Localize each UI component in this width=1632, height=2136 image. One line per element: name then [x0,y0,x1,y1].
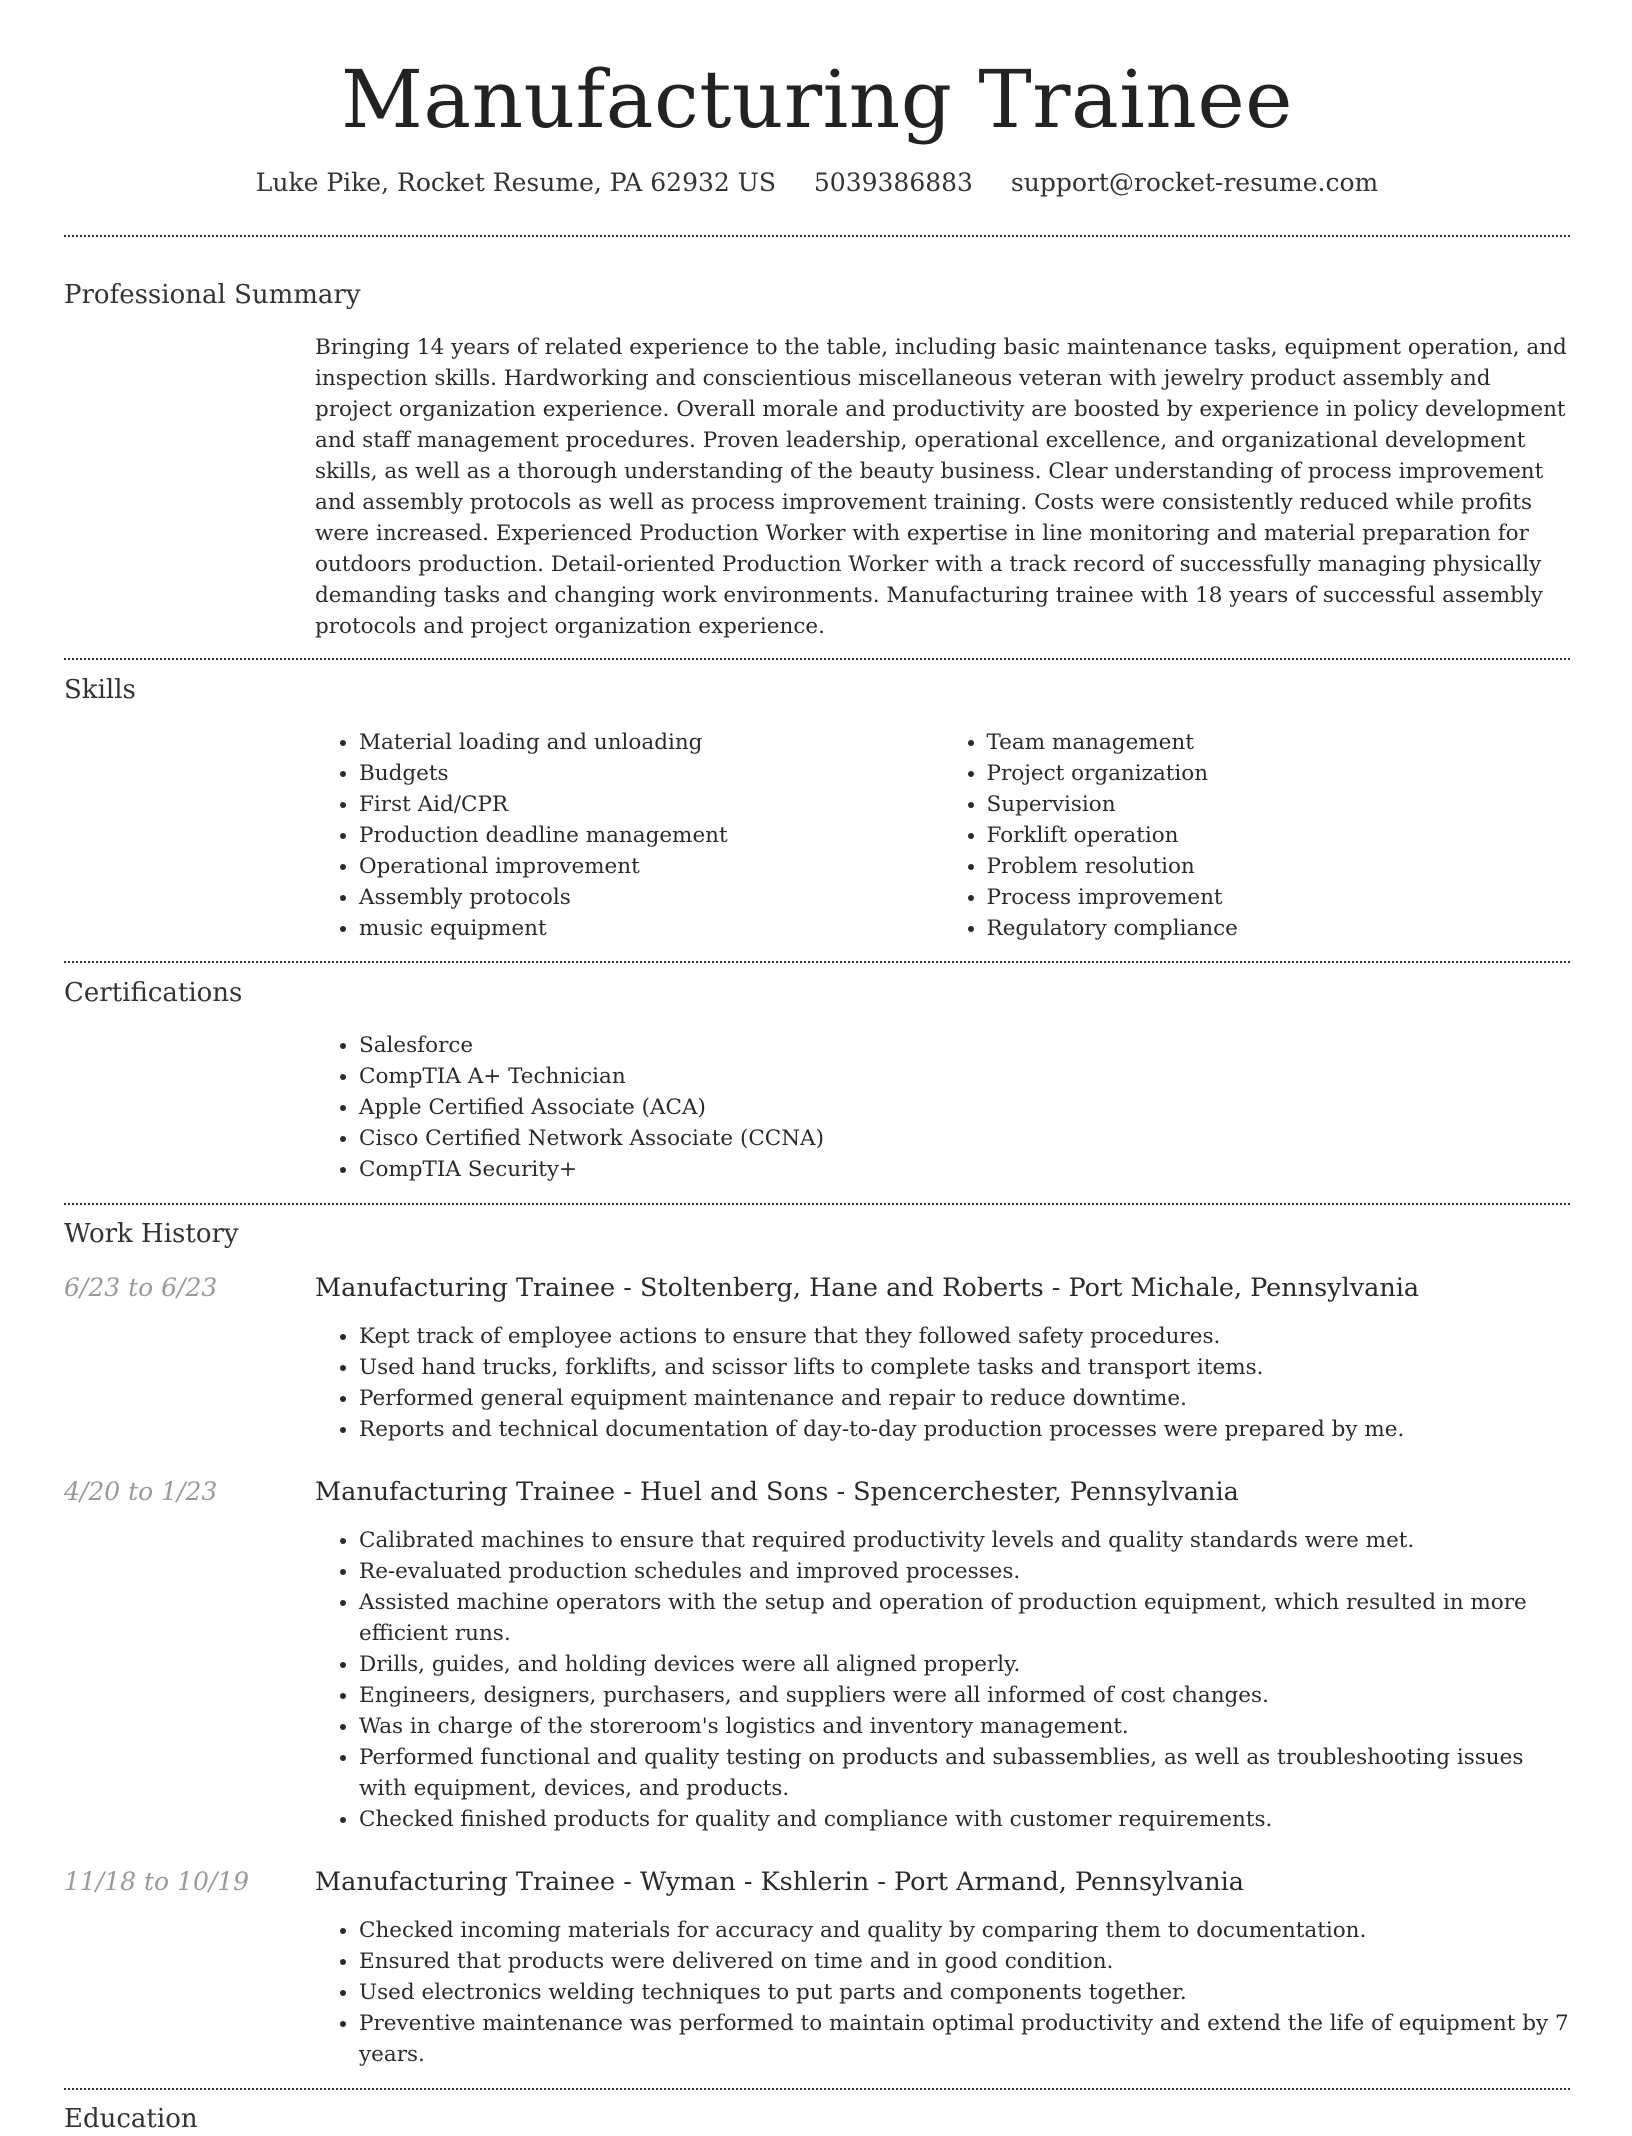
job-bullets [315,1915,1570,2070]
list-item: • Supervision [987,789,1571,820]
list-item: • Kept track of employee actions to ensure that they followed safety procedures. [359,1321,1570,1352]
skills-section [64,673,1570,944]
list-item: • Assisted machine operators with the setup and operation of production equipment, which resulted in more efficient runs. [359,1587,1570,1649]
summary-section [64,278,1570,642]
list-item: • Checked incoming materials for accuracy and quality by comparing them to documentation. [359,1915,1570,1946]
list-item: • Used electronics welding techniques to put parts and components together. [359,1977,1570,2008]
list-item: • Performed functional and quality testing on products and subassemblies, as well as troubleshooting issues with equipment, devices, and products. [359,1742,1570,1804]
list-item: • Preventive maintenance was performed to maintain optimal productivity and extend the life of equipment by 7 years. [359,2008,1570,2070]
list-item: • Ensured that products were delivered on time and in good condition. [359,1946,1570,1977]
summary-heading: Professional Summary [64,280,361,310]
skills-list-right [943,727,1571,944]
list-item: • Used hand trucks, forklifts, and scissor lifts to complete tasks and transport items. [359,1352,1570,1383]
list-item: • First Aid/CPR [359,789,943,820]
job-dates: 11/18 to 10/19 [64,1867,250,1896]
list-item: • Regulatory compliance [987,913,1571,944]
list-item: • Was in charge of the storeroom's logistics and inventory management. [359,1711,1570,1742]
skills-columns [315,727,1570,944]
divider [64,235,1570,237]
list-item: • Production deadline management [359,820,943,851]
skills-list-left [315,727,943,944]
list-item: • Forklift operation [987,820,1571,851]
divider [64,658,1570,660]
job-bullets [315,1525,1570,1835]
contact-line [64,166,1570,200]
list-item: • Engineers, designers, purchasers, and suppliers were all informed of cost changes. [359,1680,1570,1711]
list-item: • Drills, guides, and holding devices were all aligned properly. [359,1649,1570,1680]
list-item: • Performed general equipment maintenance and repair to reduce downtime. [359,1383,1570,1414]
divider [64,1203,1570,1205]
list-item: • Team management [987,727,1571,758]
list-item: • music equipment [359,913,943,944]
job-entry [64,1475,1570,1835]
education-heading: Education [64,2104,198,2134]
certifications-heading: Certifications [64,978,243,1008]
job-entry [64,1271,1570,1445]
list-item: • Checked finished products for quality and compliance with customer requirements. [359,1804,1570,1835]
job-title: Manufacturing Trainee - Wyman - Kshlerin - Port Armand, Pennsylvania [315,1867,1244,1897]
divider [64,961,1570,963]
work-history-section [64,1217,1570,2070]
job-bullets [315,1321,1570,1445]
resume-page [64,0,1570,2136]
list-item: • Re-evaluated production schedules and improved processes. [359,1556,1570,1587]
list-item: • Salesforce [359,1030,1570,1061]
list-item: • Problem resolution [987,851,1571,882]
list-item: • Reports and technical documentation of day-to-day production processes were prepared by me. [359,1414,1570,1445]
list-item: • Project organization [987,758,1571,789]
list-item: • Calibrated machines to ensure that required productivity levels and quality standards were met. [359,1525,1570,1556]
job-entry [64,1865,1570,2070]
list-item: • CompTIA Security+ [359,1154,1570,1185]
list-item: • Process improvement [987,882,1571,913]
certifications-list [315,1030,1570,1185]
contact-address: Luke Pike, Rocket Resume, PA 62932 US [255,168,776,197]
resume-title: Manufacturing Trainee [340,53,1294,146]
contact-email[interactable]: support@rocket-resume.com [1010,168,1379,197]
certifications-section [64,976,1570,1185]
list-item: • Cisco Certified Network Associate (CCNA) [359,1123,1570,1154]
list-item: • Assembly protocols [359,882,943,913]
divider [64,2088,1570,2090]
work-history-heading: Work History [64,1219,239,1249]
job-title: Manufacturing Trainee - Huel and Sons - Spencerchester, Pennsylvania [315,1477,1239,1507]
list-item: • Budgets [359,758,943,789]
job-dates: 4/20 to 1/23 [64,1477,218,1506]
contact-phone: 5039386883 [813,168,973,197]
list-item: • Apple Certified Associate (ACA) [359,1092,1570,1123]
job-title: Manufacturing Trainee - Stoltenberg, Hane and Roberts - Port Michale, Pennsylvania [315,1273,1420,1303]
education-section [64,2102,1570,2136]
job-dates: 6/23 to 6/23 [64,1273,218,1302]
list-item: • Material loading and unloading [359,727,943,758]
list-item: • CompTIA A+ Technician [359,1061,1570,1092]
skills-heading: Skills [64,675,136,705]
list-item: • Operational improvement [359,851,943,882]
summary-text: Bringing 14 years of related experience to the table, including basic maintenance tasks, equipment operation, and inspection skills. Hardworking and conscientious miscellaneous veteran with jewelry product assembly and project organization experience. Overall morale and productivity are boosted by experience in policy development and staff management procedures. Proven leadership, operational excellence, and organizational development skills, as well as a thorough understanding of the beauty business. Clear understanding of process improvement and assembly protocols as well as process improvement training. Costs were consistently reduced while profits were increased. Experienced Production Worker with expertise in line monitoring and material preparation for outdoors production. Detail-oriented Production Worker with a track record of successfully managing physically demanding tasks and changing work environments. Manufacturing trainee with 18 years of successful assembly protocols and project organization experience. [315,335,1567,639]
